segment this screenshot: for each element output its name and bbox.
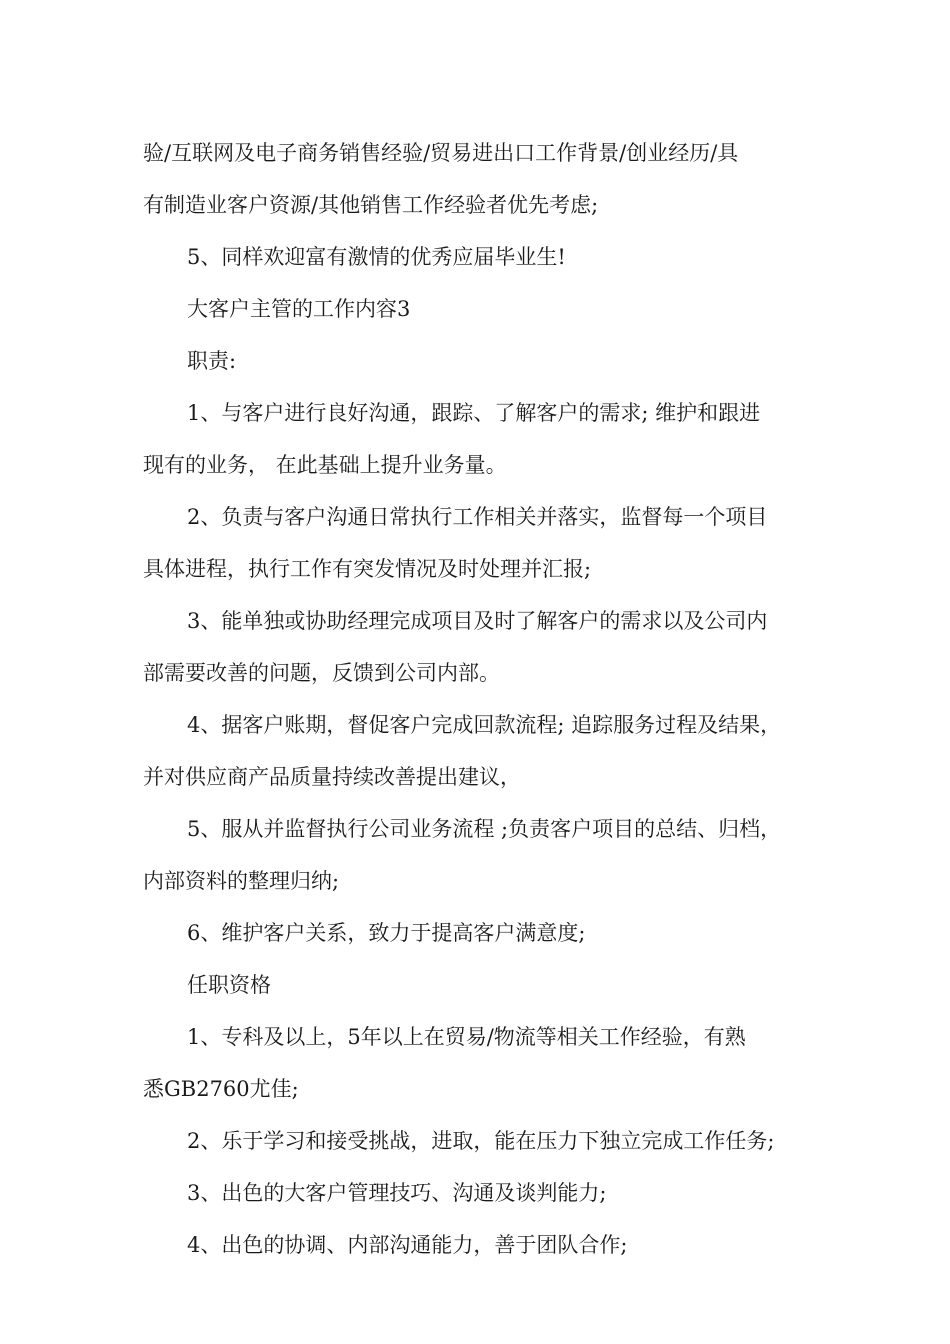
list-item: 5、同样欢迎富有激情的优秀应届毕业生! (187, 245, 566, 269)
list-item: 2、负责与客户沟通日常执行工作相关并落实，监督每一个项目 (187, 505, 768, 529)
text-line: 内部资料的整理归纳; (143, 869, 340, 893)
text-line: 并对供应商产品质量持续改善提出建议， (143, 765, 521, 789)
list-item: 1、与客户进行良好沟通，跟踪、了解客户的需求; 维护和跟进 (187, 401, 761, 425)
text-line: 验/互联网及电子商务销售经验/贸易进出口工作背景/创业经历/具 (143, 141, 739, 165)
list-item: 3、能单独或协助经理完成项目及时了解客户的需求以及公司内 (187, 609, 768, 633)
list-item: 5、服从并监督执行公司业务流程 ;负责客户项目的总结、归档， (187, 817, 782, 841)
list-item: 1、专科及以上，5年以上在贸易/物流等相关工作经验，有熟 (187, 1025, 746, 1049)
list-item: 3、出色的大客户管理技巧、沟通及谈判能力; (187, 1181, 607, 1205)
list-item: 4、出色的协调、内部沟通能力，善于团队合作; (187, 1233, 628, 1257)
list-item: 4、据客户账期，督促客户完成回款流程; 追踪服务过程及结果， (187, 713, 782, 737)
list-item: 6、维护客户关系，致力于提高客户满意度; (187, 921, 586, 945)
subsection-heading: 职责: (187, 349, 237, 373)
text-line: 有制造业客户资源/其他销售工作经验者优先考虑; (143, 193, 599, 217)
section-heading: 大客户主管的工作内容3 (187, 297, 411, 321)
text-line: 部需要改善的问题，反馈到公司内部。 (143, 661, 500, 685)
text-line: 具体进程，执行工作有突发情况及时处理并汇报; (143, 557, 592, 581)
text-line: 悉GB2760尤佳; (143, 1077, 299, 1101)
document-body (143, 130, 823, 1274)
subsection-heading: 任职资格 (187, 973, 271, 997)
list-item: 2、乐于学习和接受挑战，进取，能在压力下独立完成工作任务; (187, 1129, 775, 1153)
text-line: 现有的业务， 在此基础上提升业务量。 (143, 453, 507, 477)
